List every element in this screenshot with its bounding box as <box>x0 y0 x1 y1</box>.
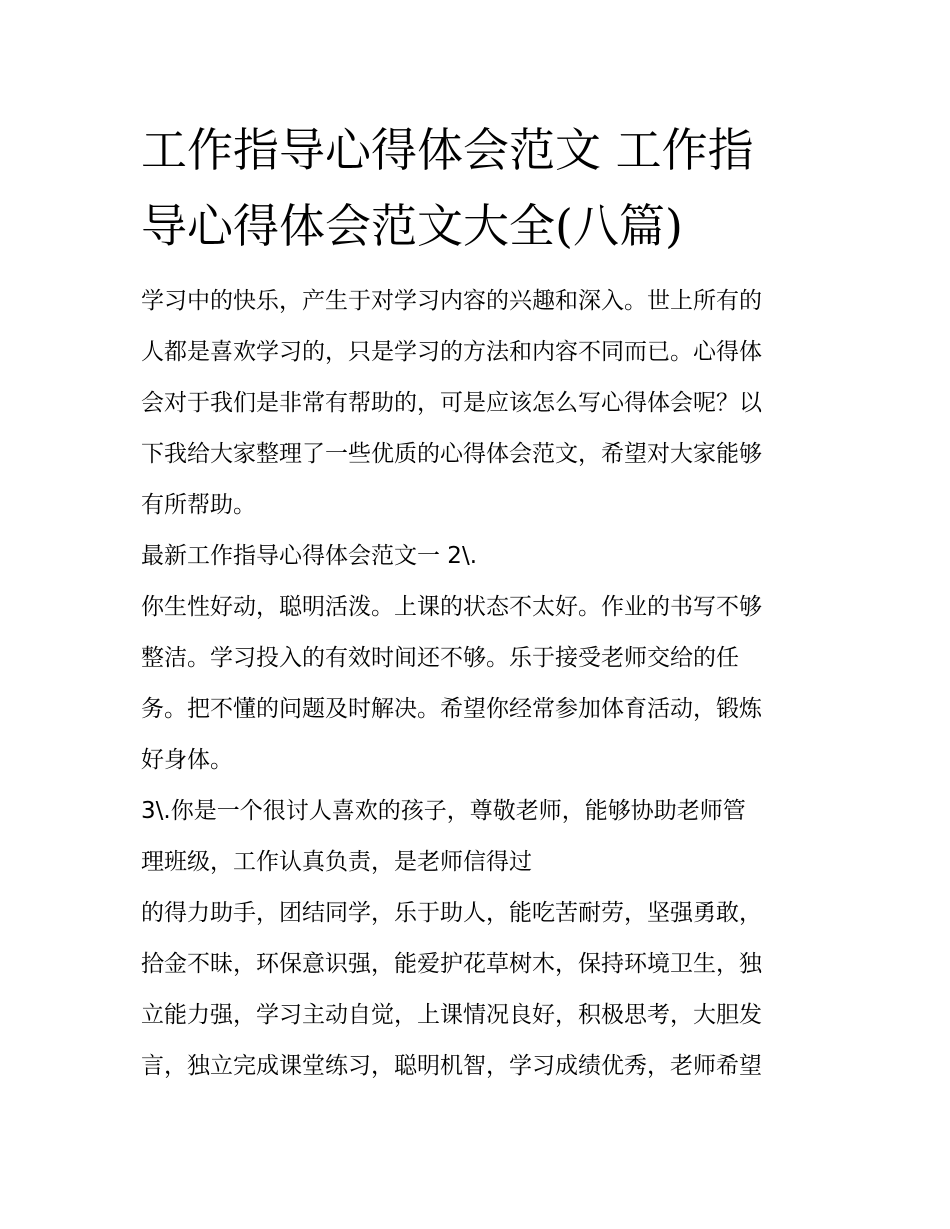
body-line: 言，独立完成课堂练习，聪明机智，学习成绩优秀，老师希望 <box>141 1053 762 1079</box>
body-line: 会对于我们是非常有帮助的，可是应该怎么写心得体会呢？以 <box>141 390 762 416</box>
body-line: 好身体。 <box>141 747 233 773</box>
body-line: 立能力强，学习主动自觉，上课情况良好，积极思考，大胆发 <box>141 1002 762 1028</box>
body-line: 拾金不昧，环保意识强，能爱护花草树木，保持环境卫生，独 <box>141 951 762 977</box>
body-line: 有所帮助。 <box>141 492 256 518</box>
body-line: 你生性好动，聪明活泼。上课的状态不太好。作业的书写不够 <box>141 594 762 620</box>
section-heading: 最新工作指导心得体会范文一 2\. <box>141 543 478 569</box>
body-line: 人都是喜欢学习的，只是学习的方法和内容不同而已。心得体 <box>141 339 762 365</box>
body-line: 务。把不懂的问题及时解决。希望你经常参加体育活动，锻炼 <box>141 696 762 722</box>
title-line: 工作指导心得体会范文 工作指 <box>141 123 754 177</box>
body-line: 的得力助手，团结同学，乐于助人，能吃苦耐劳，坚强勇敢， <box>141 900 762 926</box>
document-content <box>141 112 813 1092</box>
body-line: 学习中的快乐，产生于对学习内容的兴趣和深入。世上所有的 <box>141 288 762 314</box>
body-line: 下我给大家整理了一些优质的心得体会范文，希望对大家能够 <box>141 441 762 467</box>
body-line: 3\.你是一个很讨人喜欢的孩子，尊敬老师，能够协助老师管 <box>141 798 746 824</box>
body-line: 理班级，工作认真负责，是老师信得过 <box>141 849 532 875</box>
document-title <box>141 112 813 264</box>
document-body <box>141 276 813 1092</box>
body-line: 整洁。学习投入的有效时间还不够。乐于接受老师交给的任 <box>141 645 739 671</box>
title-line: 导心得体会范文大全(八篇) <box>141 199 683 253</box>
